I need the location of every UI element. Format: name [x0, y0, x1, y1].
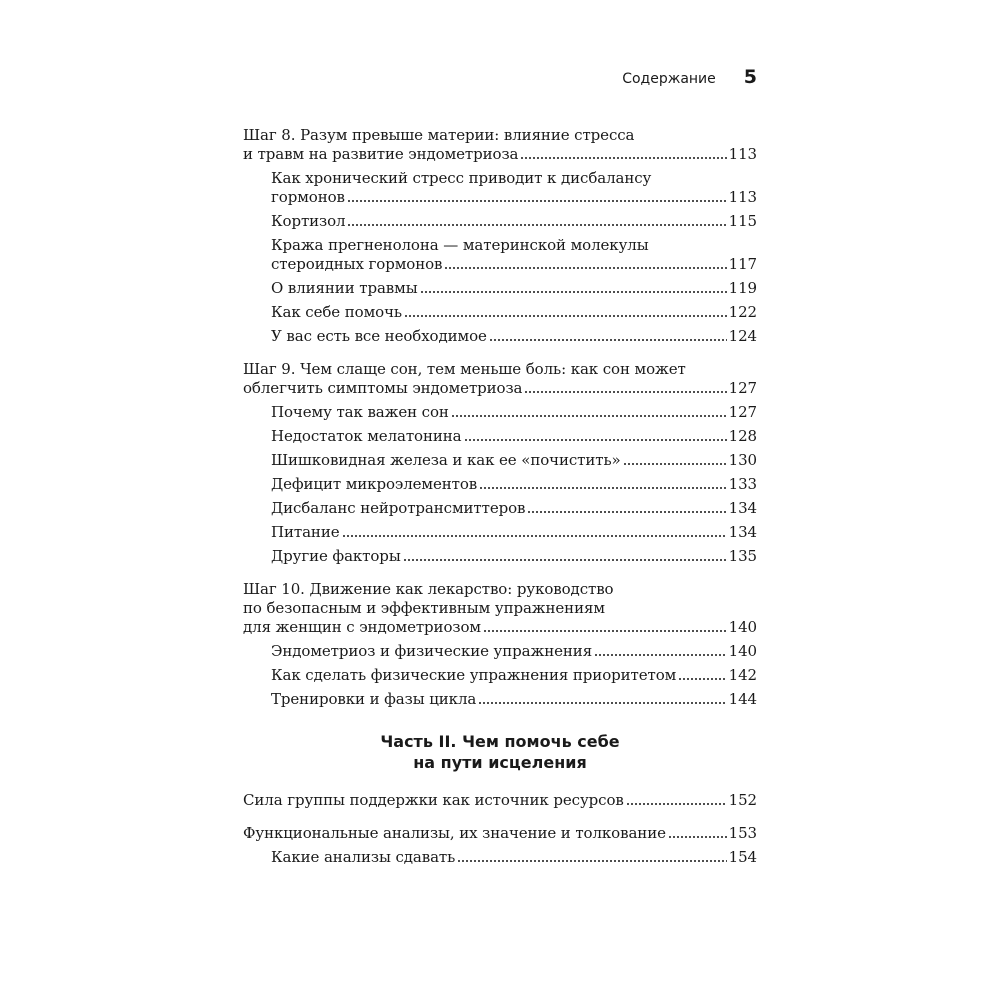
dot-leader	[626, 802, 727, 806]
entry-title: Дисбаланс нейротрансмиттеров	[271, 499, 526, 517]
entry-page-number: 128	[728, 427, 757, 445]
running-head-title: Содержание	[622, 71, 716, 87]
part-heading	[243, 731, 757, 773]
toc-subentry-line	[243, 547, 757, 566]
entry-page-number: 119	[728, 279, 757, 297]
toc-subentry-line	[243, 427, 757, 446]
dot-leader	[524, 390, 726, 394]
toc-subentry-line	[243, 451, 757, 470]
entry-page-number: 135	[728, 547, 757, 565]
entry-page-number: 127	[728, 403, 757, 421]
entry-title: стероидных гормонов	[271, 255, 443, 273]
part1-entries	[243, 126, 757, 709]
dot-leader	[457, 859, 726, 863]
part2-entries	[243, 791, 757, 867]
toc-section	[243, 791, 757, 810]
entry-page-number: 140	[728, 618, 757, 636]
toc-subentry-line	[243, 327, 757, 346]
dot-leader	[404, 314, 727, 318]
dot-leader	[483, 629, 727, 633]
dot-leader	[478, 701, 726, 705]
entry-page-number: 134	[728, 523, 757, 541]
dot-leader	[464, 438, 727, 442]
toc-subentry-line	[243, 303, 757, 322]
dot-leader	[594, 653, 727, 657]
toc-entry-line	[243, 791, 757, 810]
entry-title: гормонов	[271, 188, 345, 206]
page-number: 5	[743, 66, 757, 88]
toc-entry-line	[243, 599, 757, 618]
toc-entry-line	[243, 824, 757, 843]
toc-subentry-line	[243, 499, 757, 518]
entry-title: Почему так важен сон	[271, 403, 449, 421]
toc-entry-line	[243, 580, 757, 599]
toc-subentry-line	[243, 690, 757, 709]
toc-subentry-line	[243, 212, 757, 231]
entry-title: Шишковидная железа и как ее «почистить»	[271, 451, 621, 469]
part-heading-line-1: Часть II. Чем помочь себе	[380, 732, 620, 751]
entry-title: Шаг 10. Движение как лекарство: руководство	[243, 580, 614, 598]
toc-subentry-line	[243, 169, 757, 188]
entry-title: облегчить симптомы эндометриоза	[243, 379, 523, 397]
toc-section	[243, 580, 757, 709]
toc-subentry-line	[243, 523, 757, 542]
entry-title: Сила группы поддержки как источник ресурсов	[243, 791, 624, 809]
toc-subentry-line	[243, 188, 757, 207]
dot-leader	[668, 835, 727, 839]
entry-title: Какие анализы сдавать	[271, 848, 456, 866]
entry-page-number: 122	[728, 303, 757, 321]
dot-leader	[444, 266, 726, 270]
toc-section	[243, 824, 757, 867]
dot-leader	[403, 558, 727, 562]
entry-title: и травм на развитие эндометриоза	[243, 145, 519, 163]
dot-leader	[479, 486, 727, 490]
toc-subentry-line	[243, 236, 757, 255]
entry-page-number: 127	[728, 379, 757, 397]
dot-leader	[678, 677, 726, 681]
entry-title: Эндометриоз и физические упражнения	[271, 642, 593, 660]
entry-page-number: 115	[728, 212, 757, 230]
toc-entry-line	[243, 126, 757, 145]
entry-title: Дефицит микроэлементов	[271, 475, 478, 493]
dot-leader	[342, 534, 727, 538]
entry-page-number: 124	[728, 327, 757, 345]
toc-subentry-line	[243, 848, 757, 867]
toc-entry-line	[243, 145, 757, 164]
toc-entry-line	[243, 618, 757, 637]
entry-title: Функциональные анализы, их значение и толкование	[243, 824, 666, 842]
toc-subentry-line	[243, 403, 757, 422]
entry-title: Кража прегненолона — материнской молекулы	[271, 236, 649, 254]
dot-leader	[347, 223, 726, 227]
toc-entry-line	[243, 379, 757, 398]
dot-leader	[489, 338, 727, 342]
entry-page-number: 153	[728, 824, 757, 842]
entry-title: по безопасным и эффективным упражнениям	[243, 599, 605, 617]
entry-title: Другие факторы	[271, 547, 401, 565]
entry-page-number: 117	[728, 255, 757, 273]
part-heading-line-2: на пути исцеления	[413, 753, 587, 772]
entry-page-number: 152	[728, 791, 757, 809]
entry-title: Как хронический стресс приводит к дисбалансу	[271, 169, 652, 187]
entry-page-number: 113	[728, 145, 757, 163]
entry-page-number: 130	[728, 451, 757, 469]
entry-title: Недостаток мелатонина	[271, 427, 462, 445]
toc-subentry-line	[243, 475, 757, 494]
table-of-contents	[243, 126, 757, 881]
toc-subentry-line	[243, 642, 757, 661]
entry-title: Как себе помочь	[271, 303, 402, 321]
toc-section	[243, 126, 757, 346]
entry-title: Питание	[271, 523, 340, 541]
toc-subentry-line	[243, 255, 757, 274]
toc-subentry-line	[243, 279, 757, 298]
entry-title: Шаг 8. Разум превыше материи: влияние стресса	[243, 126, 635, 144]
dot-leader	[623, 462, 727, 466]
dot-leader	[420, 290, 727, 294]
entry-title: Шаг 9. Чем слаще сон, тем меньше боль: как сон может	[243, 360, 686, 378]
entry-page-number: 113	[728, 188, 757, 206]
entry-title: О влиянии травмы	[271, 279, 418, 297]
entry-title: Кортизол	[271, 212, 346, 230]
entry-page-number: 140	[728, 642, 757, 660]
dot-leader	[347, 199, 727, 203]
dot-leader	[520, 156, 726, 160]
dot-leader	[451, 414, 727, 418]
running-head	[243, 66, 757, 88]
entry-title: Тренировки и фазы цикла	[271, 690, 477, 708]
entry-title: У вас есть все необходимое	[271, 327, 487, 345]
entry-page-number: 134	[728, 499, 757, 517]
toc-subentry-line	[243, 666, 757, 685]
entry-title: Как сделать физические упражнения приоритетом	[271, 666, 677, 684]
entry-page-number: 154	[728, 848, 757, 866]
dot-leader	[527, 510, 726, 514]
toc-entry-line	[243, 360, 757, 379]
entry-page-number: 144	[728, 690, 757, 708]
entry-title: для женщин с эндометриозом	[243, 618, 481, 636]
toc-section	[243, 360, 757, 566]
entry-page-number: 133	[728, 475, 757, 493]
entry-page-number: 142	[728, 666, 757, 684]
